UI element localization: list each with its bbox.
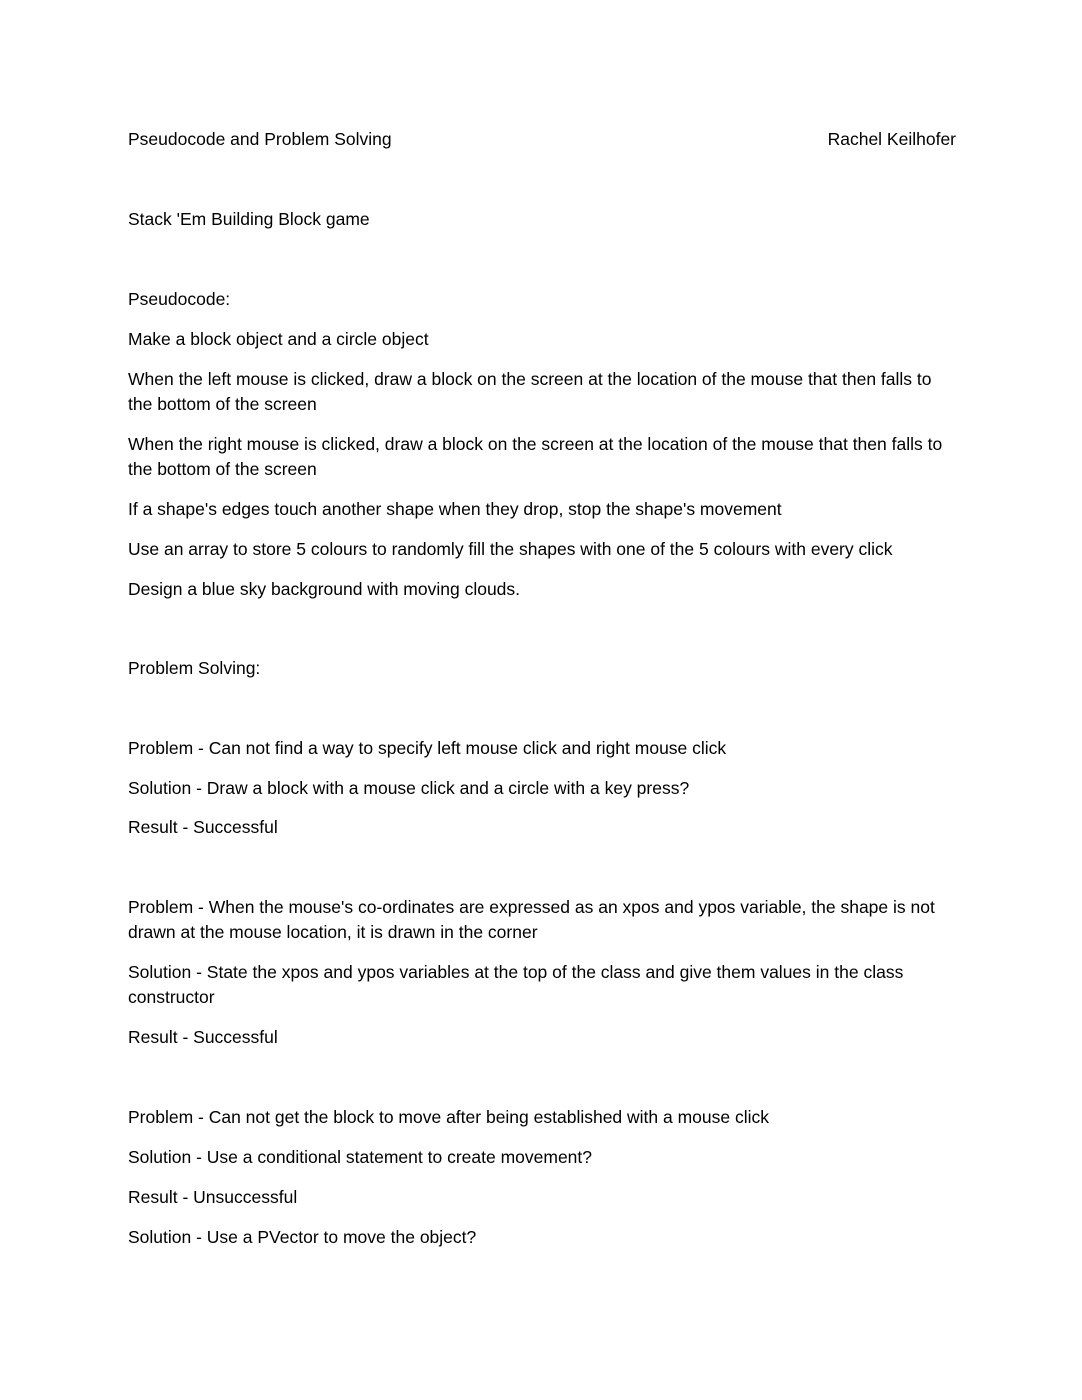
result-entry: Result - Unsuccessful	[128, 1187, 298, 1207]
pseudocode-line: Use an array to store 5 colours to randomly fill the shapes with one of the 5 colours with every click	[128, 539, 893, 559]
pseudocode-line: When the right mouse is clicked, draw a block on the screen at the location of the mouse that then falls to the bottom of the screen	[128, 434, 943, 479]
document-title: Pseudocode and Problem Solving	[128, 129, 392, 149]
result-entry: Result - Successful	[128, 1027, 278, 1047]
author-name: Rachel Keilhofer	[827, 129, 956, 149]
problem-entry: Problem - Can not get the block to move after being established with a mouse click	[128, 1107, 770, 1127]
pseudocode-line: If a shape's edges touch another shape when they drop, stop the shape's movement	[128, 499, 782, 519]
solution-entry: Solution - Use a conditional statement to create movement?	[128, 1147, 592, 1167]
pseudocode-line: Design a blue sky background with moving clouds.	[128, 579, 521, 599]
problem-entry: Problem - When the mouse's co-ordinates are expressed as an xpos and ypos variable, the shape is not drawn at the mouse location, it is drawn in the corner	[128, 897, 935, 942]
pseudocode-heading: Pseudocode:	[128, 289, 231, 309]
solution-entry: Solution - State the xpos and ypos variables at the top of the class and give them values in the class constructor	[128, 962, 904, 1007]
solution-entry: Solution - Draw a block with a mouse click and a circle with a key press?	[128, 778, 690, 798]
pseudocode-line: Make a block object and a circle object	[128, 329, 429, 349]
problem-entry: Problem - Can not find a way to specify left mouse click and right mouse click	[128, 738, 727, 758]
problem-solving-heading: Problem Solving:	[128, 658, 261, 678]
result-entry: Result - Successful	[128, 817, 278, 837]
game-title: Stack 'Em Building Block game	[128, 209, 370, 229]
solution-entry: Solution - Use a PVector to move the object?	[128, 1227, 477, 1247]
pseudocode-line: When the left mouse is clicked, draw a block on the screen at the location of the mouse that then falls to the bottom of the screen	[128, 369, 932, 414]
